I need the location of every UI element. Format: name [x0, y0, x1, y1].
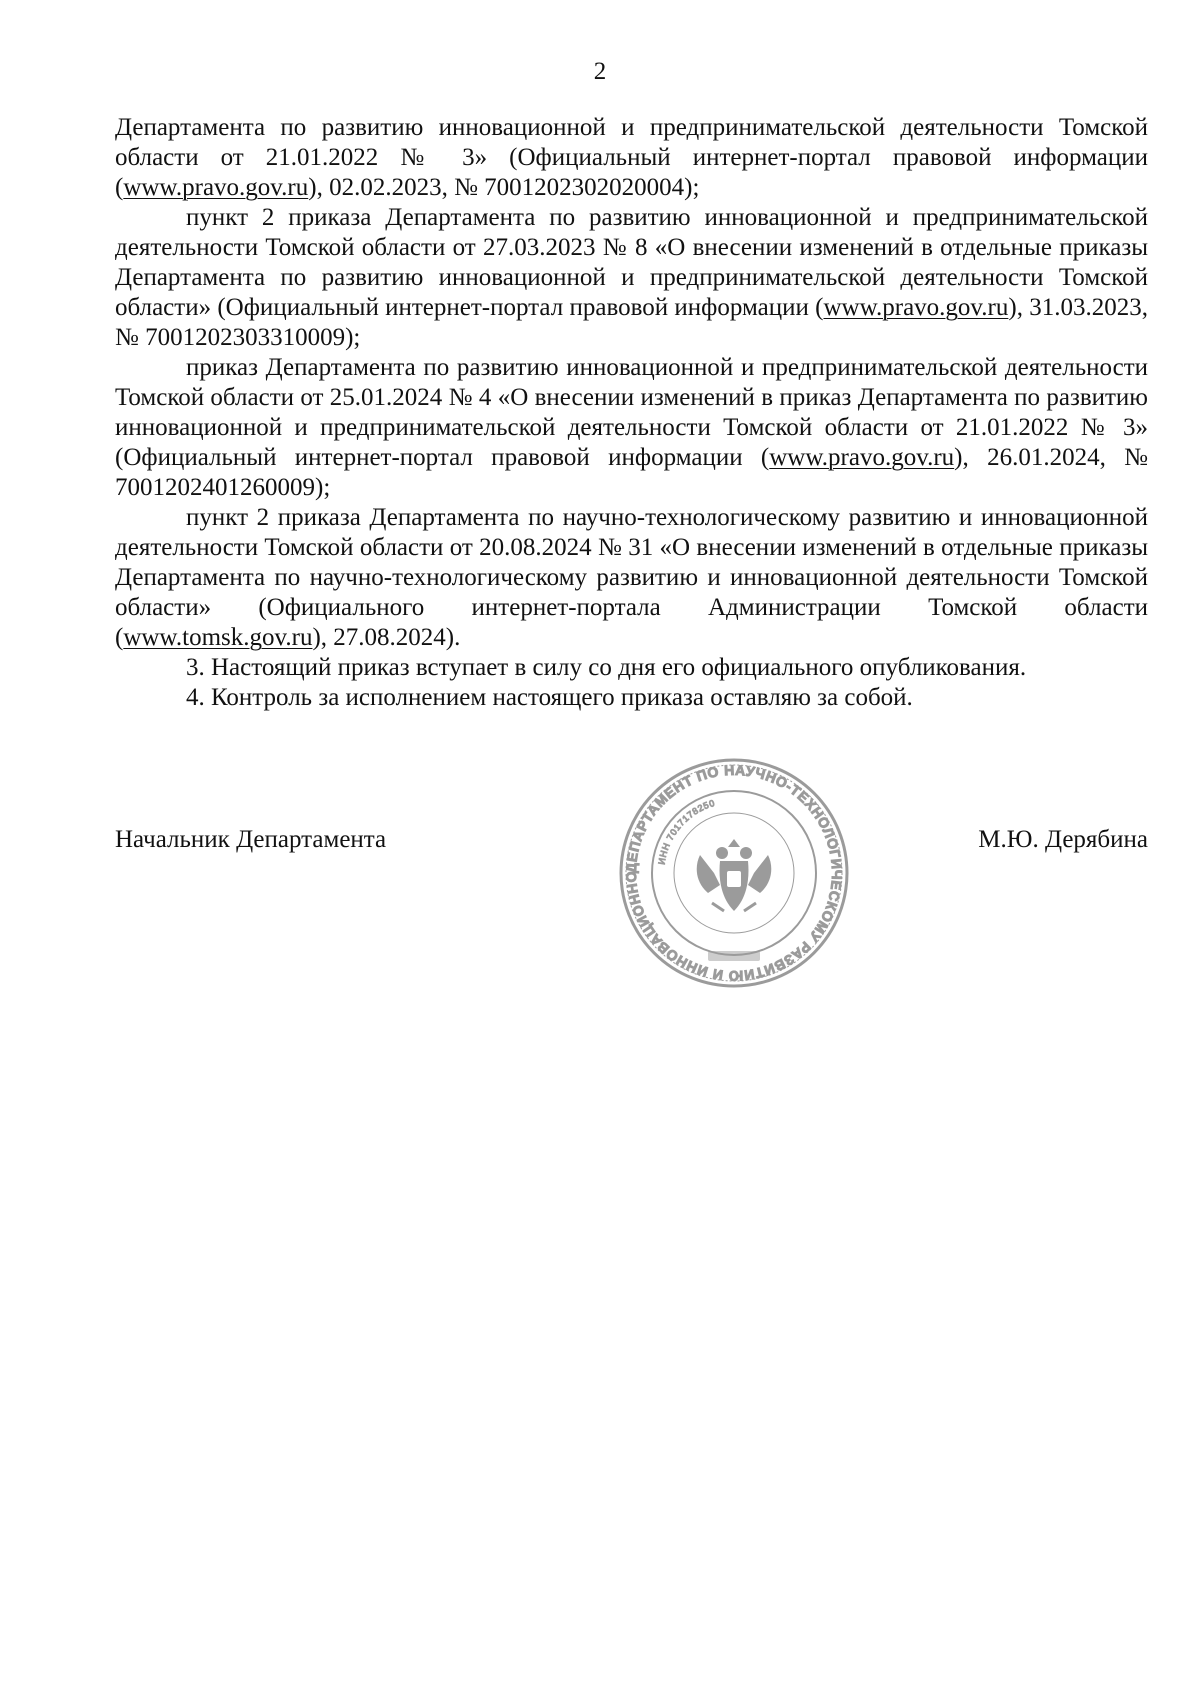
seal-outer-caption	[850, 757, 851, 758]
paragraph-text: 3. Настоящий приказ вступает в силу со дня его официального опубликования.	[186, 654, 1027, 681]
paragraph-text: ), 26.01.2024, № 7001202401260009);	[115, 444, 1148, 501]
signatory-title: Начальник Департамента	[115, 826, 387, 853]
url-link[interactable]: www.pravo.gov.ru	[823, 294, 1009, 321]
paragraph-text: Департамента по развитию инновационной и предпринимательской деятельности Томской области от 21.01.2022 № 3» (Официальный интернет-портал правовой информации (	[115, 114, 1148, 201]
paragraph	[115, 683, 1148, 713]
paragraph-text: приказ Департамента по развитию инновационной и предпринимательской деятельности Томской области от 25.01.2024 № 4 «О внесении изменений в приказ Департамента по развитию инновационной и предпринимательской деятельности Томской области от 21.01.2022 № 3» (Официальный интернет-портал правовой информации (	[115, 354, 1148, 471]
paragraph	[115, 113, 1148, 203]
paragraph-text: пункт 2 приказа Департамента по развитию инновационной и предпринимательской деятельности Томской области от 27.03.2023 № 8 «О внесении изменений в отдельные приказы Департамента по развитию инновационной и предпринимательской деятельности Томской области» (Официальный интернет-портал правовой информации (	[115, 204, 1148, 321]
paragraph-text: пункт 2 приказа Департамента по научно-технологическому развитию и инновационной деятельности Томской области от 20.08.2024 № 31 «О внесении изменений в отдельные приказы Департамента по научно-технологическому развитию и инновационной деятельности Томской области» (Официального интернет-портала Администрации Томской области (	[115, 504, 1148, 651]
document-body	[115, 113, 1148, 713]
official-seal	[618, 757, 850, 989]
paragraph-text: ), 27.08.2024).	[312, 624, 461, 651]
url-link[interactable]: www.tomsk.gov.ru	[123, 624, 313, 651]
paragraph	[115, 653, 1148, 683]
seal-outer-text: ДЕПАРТАМЕНТ ПО НАУЧНО-ТЕХНОЛОГИЧЕСКОМУ РАЗВИТИЮ И ИННОВАЦИОННО	[622, 761, 846, 985]
page-number: 2	[593, 58, 607, 85]
url-link[interactable]: www.pravo.gov.ru	[769, 444, 955, 471]
url-link[interactable]: www.pravo.gov.ru	[123, 174, 309, 201]
signatory-name: М.Ю. Дерябина	[978, 826, 1148, 853]
seal-graphic	[618, 757, 850, 989]
paragraph	[115, 503, 1148, 653]
paragraph-text: 4. Контроль за исполнением настоящего приказа оставляю за собой.	[186, 684, 913, 711]
paragraph	[115, 203, 1148, 353]
coat-of-arms-icon	[697, 839, 772, 911]
paragraph-text: ), 02.02.2023, № 7001202302020004);	[308, 174, 700, 201]
seal-inner-caption	[850, 757, 851, 758]
seal-inner-text: ИНН 7017178250	[656, 797, 717, 866]
paragraph	[115, 353, 1148, 503]
seal-bottom-mark	[708, 951, 760, 961]
paragraph-text: ), 31.03.2023, № 7001202303310009);	[115, 294, 1149, 351]
